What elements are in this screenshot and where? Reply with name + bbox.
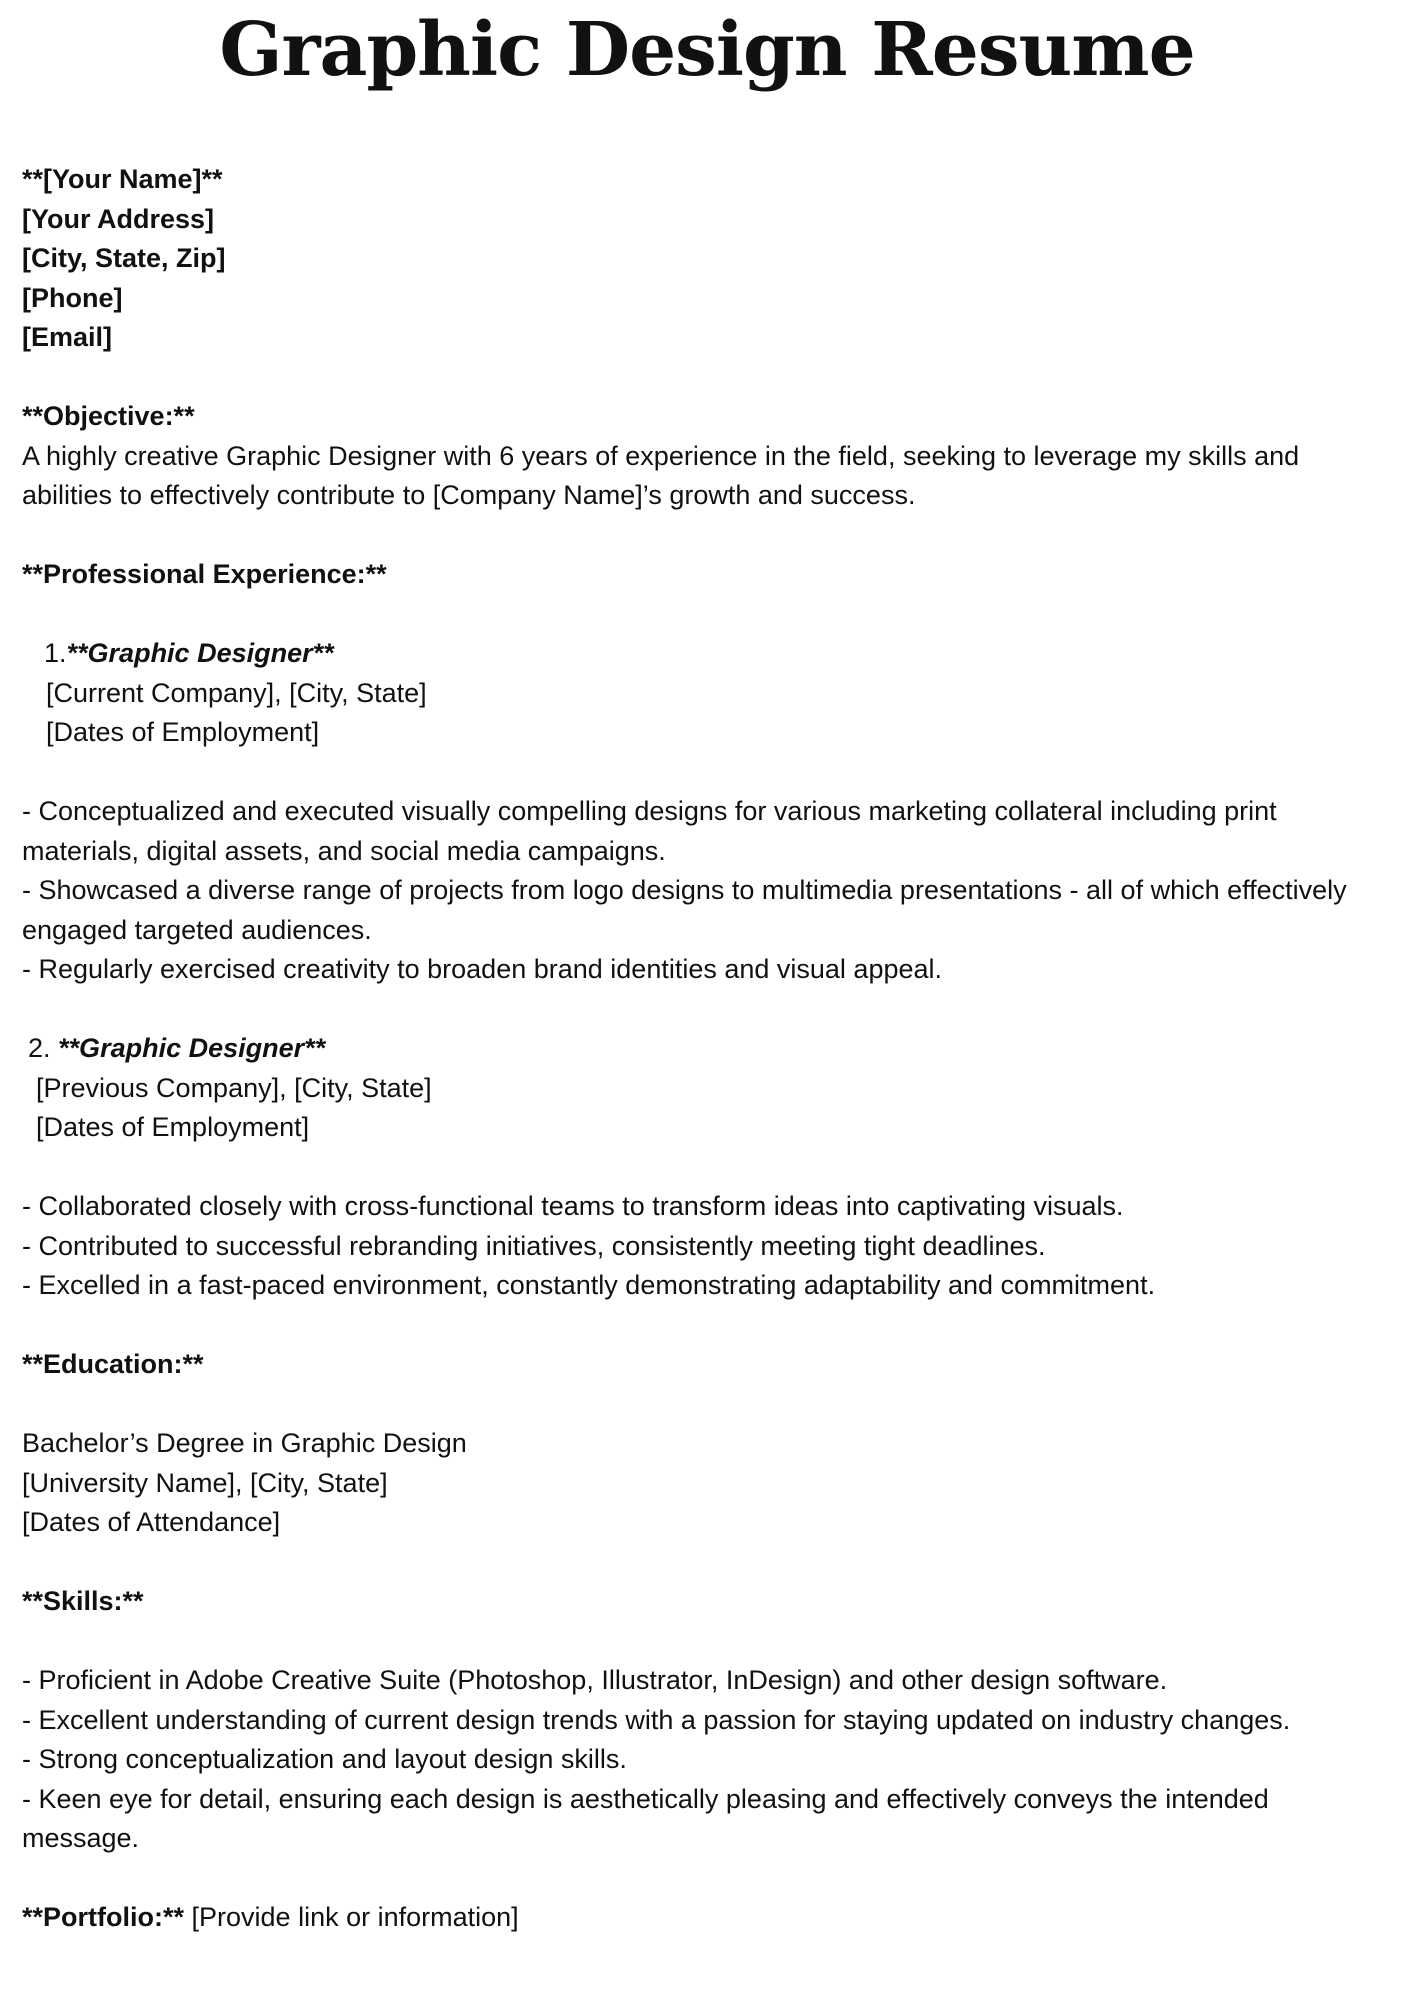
- job-company: [Previous Company], [City, State]: [36, 1072, 432, 1103]
- education-heading: **Education:**: [22, 1349, 204, 1379]
- experience-heading: **Professional Experience:**: [22, 559, 387, 589]
- education-school: [University Name], [City, State]: [22, 1467, 388, 1498]
- job-dates: [Dates of Employment]: [36, 1112, 310, 1142]
- skill-bullet: - Excellent understanding of current design trends with a passion for staying updated on industry changes.: [22, 1704, 1291, 1735]
- objective-heading: **Objective:**: [22, 401, 195, 431]
- contact-name: **[Your Name]**: [22, 164, 223, 194]
- portfolio-label: **Portfolio:**: [22, 1902, 184, 1932]
- contact-phone: [Phone]: [22, 282, 123, 313]
- objective-section: [22, 397, 1392, 516]
- job-bullet: - Showcased a diverse range of projects from logo designs to multimedia presentations - all of which effectively engaged targeted audiences.: [22, 875, 1347, 945]
- job-bullet: - Excelled in a fast-paced environment, constantly demonstrating adaptability and commitment.: [22, 1270, 1156, 1300]
- job-title: **Graphic Designer**: [58, 1033, 326, 1063]
- job-bullet: - Conceptualized and executed visually compelling designs for various marketing collateral including print materials, digital assets, and social media campaigns.: [22, 796, 1277, 866]
- job-title-line: [22, 1029, 1392, 1069]
- job-number: 1.: [44, 638, 67, 668]
- job-bullet: - Contributed to successful rebranding initiatives, consistently meeting tight deadlines.: [22, 1230, 1046, 1261]
- portfolio-text: [Provide link or information]: [191, 1902, 519, 1932]
- contact-email: [Email]: [22, 322, 113, 352]
- contact-city: [City, State, Zip]: [22, 243, 226, 273]
- job-company: [Current Company], [City, State]: [46, 677, 427, 708]
- education-degree: Bachelor’s Degree in Graphic Design: [22, 1428, 467, 1458]
- contact-block: [22, 160, 1392, 358]
- job-bullet: - Regularly exercised creativity to broaden brand identities and visual appeal.: [22, 954, 943, 984]
- skills-section: [22, 1582, 1392, 1859]
- contact-address: [Your Address]: [22, 203, 215, 234]
- experience-section: [22, 555, 1392, 1306]
- page-title: Graphic Design Resume: [219, 7, 1195, 93]
- job-bullet: - Collaborated closely with cross-functional teams to transform ideas into captivating visuals.: [22, 1191, 1124, 1221]
- skill-bullet: - Strong conceptualization and layout design skills.: [22, 1744, 627, 1774]
- skill-bullet: - Proficient in Adobe Creative Suite (Photoshop, Illustrator, InDesign) and other design software.: [22, 1665, 1168, 1695]
- portfolio-section: [22, 1898, 1392, 1938]
- job-entry: [22, 1029, 1392, 1306]
- job-title-line: [22, 634, 1392, 674]
- job-number: 2.: [28, 1033, 51, 1063]
- skills-heading: **Skills:**: [22, 1586, 144, 1616]
- portfolio-line: [22, 1898, 1392, 1938]
- job-entry: [22, 634, 1392, 990]
- skill-bullet: - Keen eye for detail, ensuring each design is aesthetically pleasing and effectively conveys the intended message.: [22, 1783, 1269, 1853]
- education-section: [22, 1345, 1392, 1543]
- resume-body: [22, 160, 1392, 1938]
- job-dates: [Dates of Employment]: [46, 717, 320, 747]
- objective-text: A highly creative Graphic Designer with 6 years of experience in the field, seeking to leverage my skills and abilities to effectively contribute to [Company Name]’s growth and success.: [22, 440, 1300, 510]
- education-dates: [Dates of Attendance]: [22, 1507, 281, 1537]
- job-title: **Graphic Designer**: [66, 638, 334, 668]
